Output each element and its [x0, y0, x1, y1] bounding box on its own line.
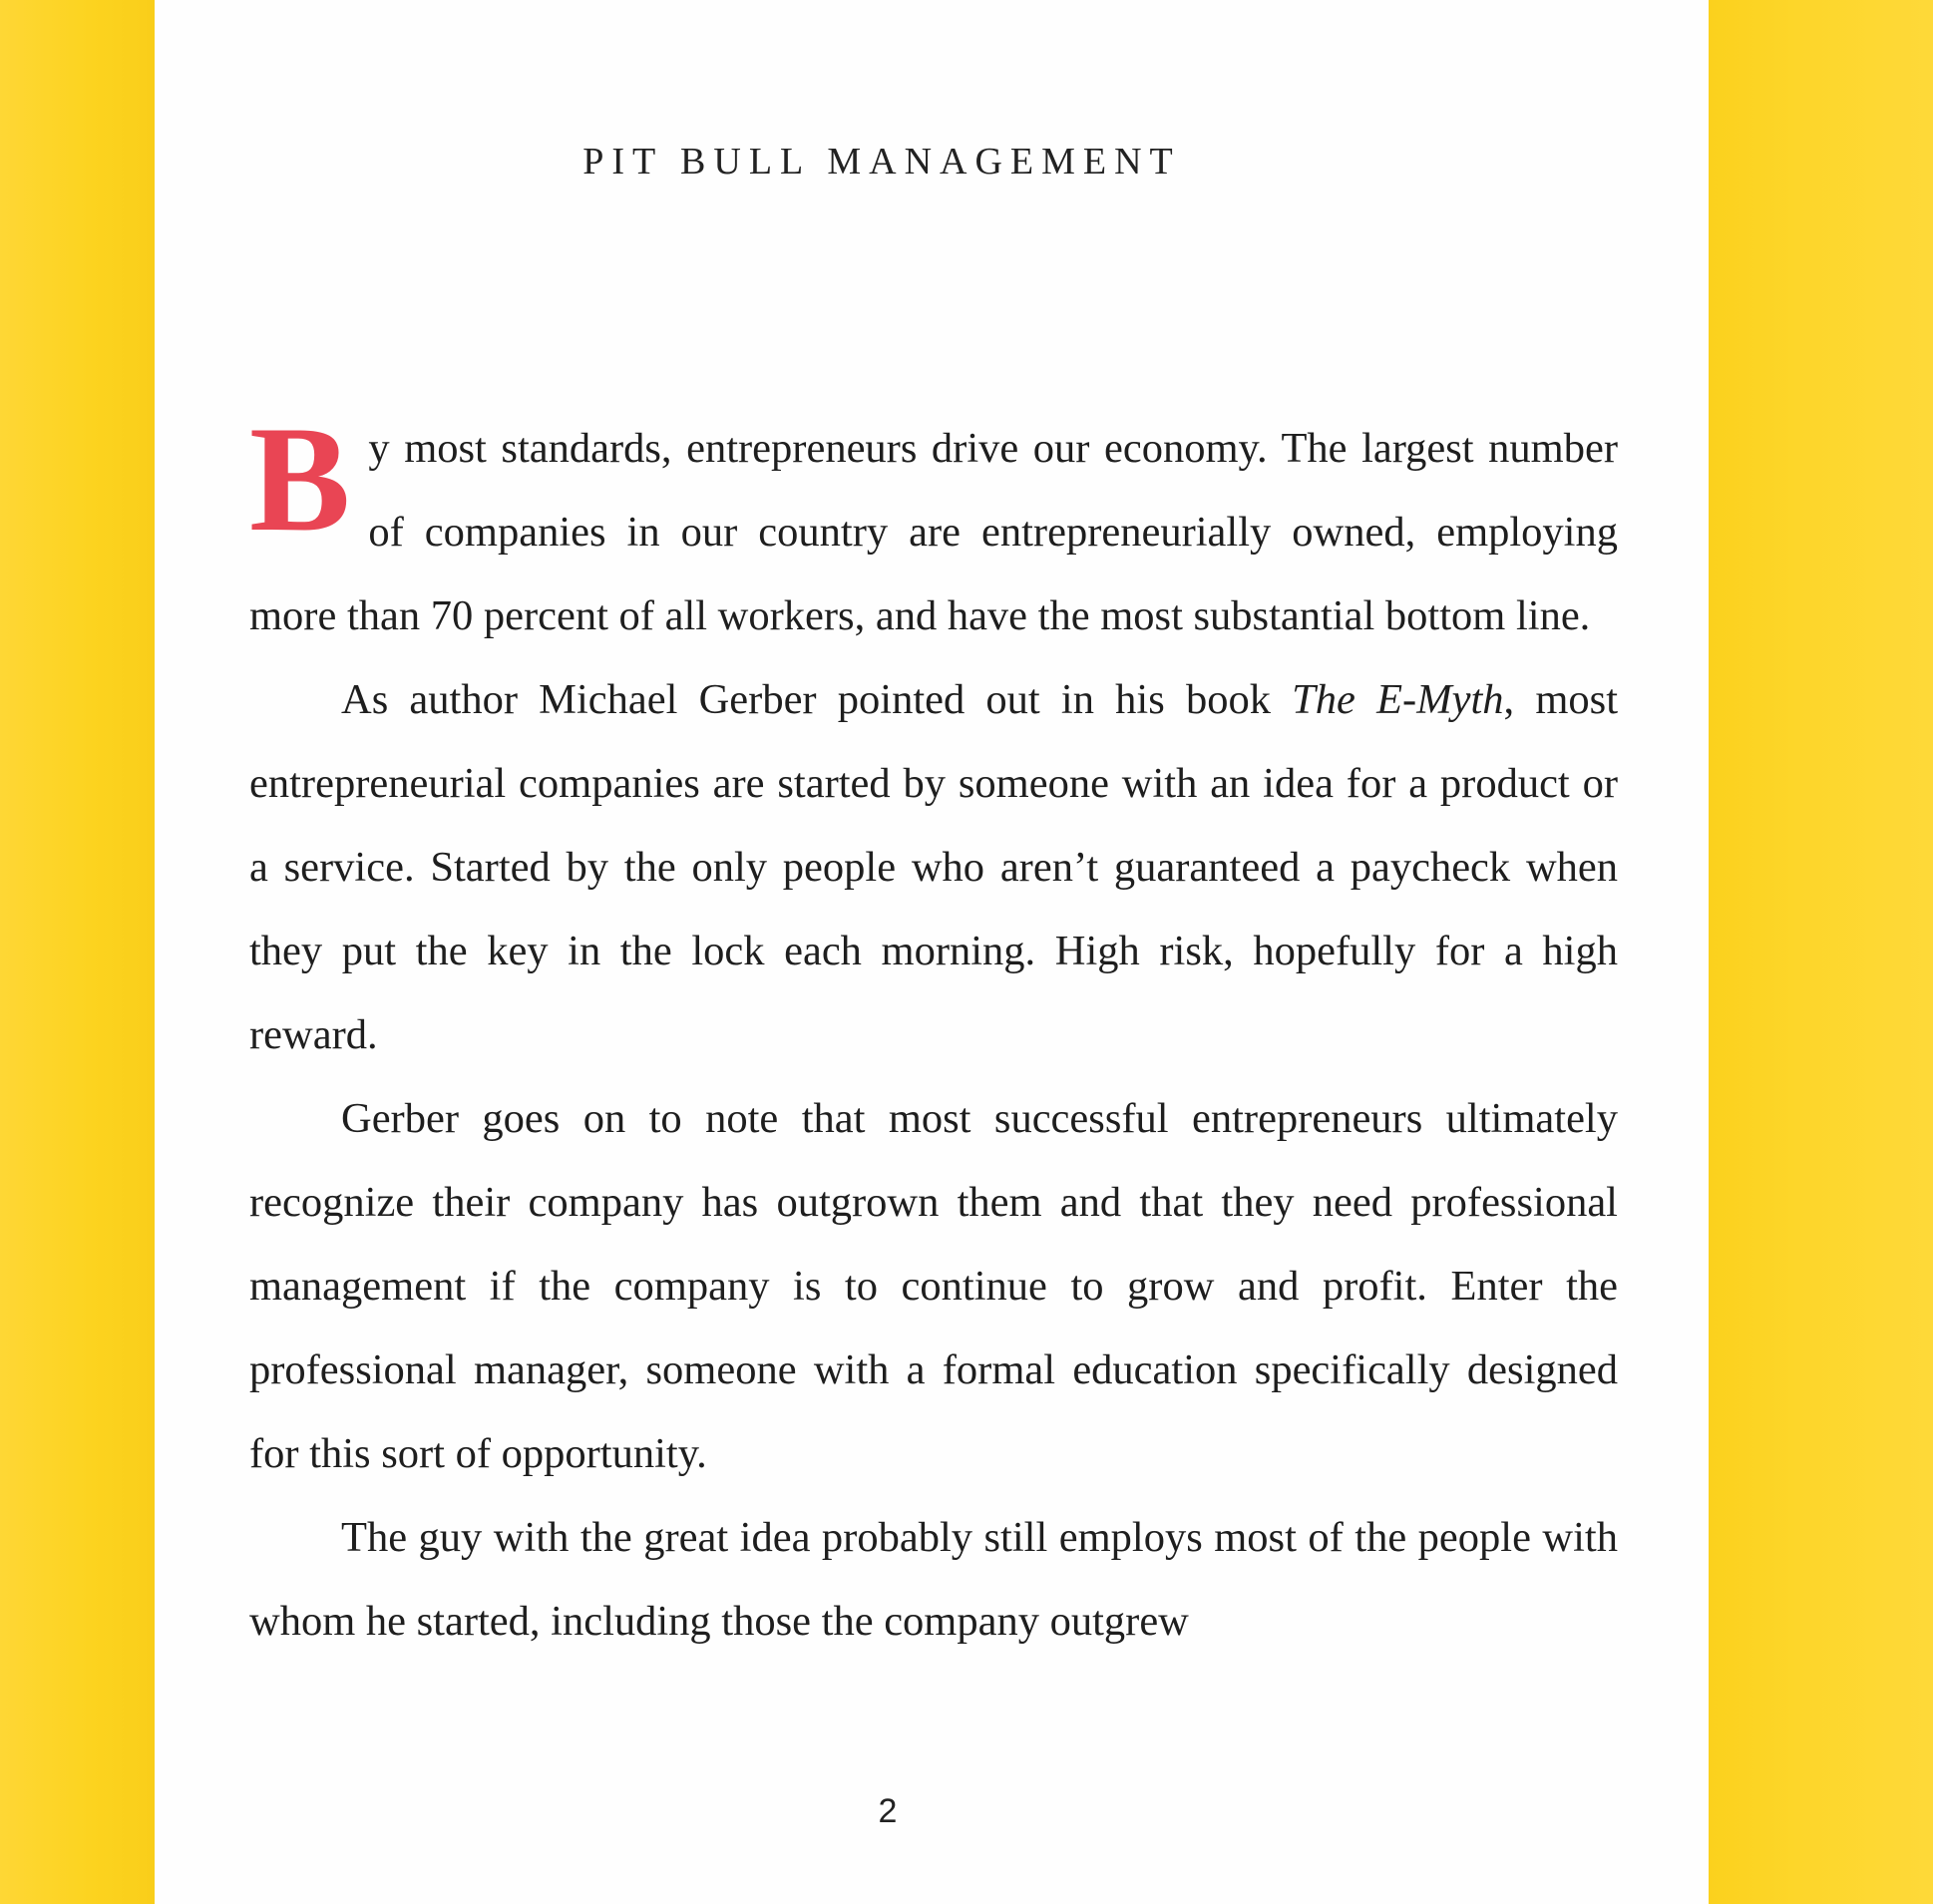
paragraph-1-text: y most standards, entrepreneurs drive our economy. The largest number of companies in our country are entrepreneurially owned, employing more than 70 percent of all workers, and have the most substantial bottom line.	[249, 425, 1618, 639]
paragraph-2-text-b: , most entrepreneurial companies are started by someone with an idea for a product or a service. Started by the only people who aren’t guaranteed a paycheck when they put the key in the lock each morning. High risk, hopefully for a high reward.	[249, 676, 1618, 1058]
drop-cap: B	[249, 395, 351, 563]
paragraph-2	[249, 658, 1618, 1077]
left-yellow-band	[0, 0, 155, 1904]
paragraph-4	[249, 1496, 1618, 1664]
paragraph-4-text: The guy with the great idea probably still employs most of the people with whom he started, including those the company outgrew	[249, 1514, 1618, 1645]
right-yellow-band	[1709, 0, 1933, 1904]
body-text	[249, 395, 1618, 1664]
book-title: The E-Myth	[1292, 676, 1504, 723]
running-head: PIT BULL MANAGEMENT	[582, 141, 1181, 183]
paragraph-2-text-a: As author Michael Gerber pointed out in his book	[341, 676, 1293, 723]
page-number: 2	[878, 1792, 898, 1830]
paragraph-3-text: Gerber goes on to note that most successful entrepreneurs ultimately recognize their company has outgrown them and that they need professional management if the company is to continue to grow and profit. Enter the professional manager, someone with a formal education specifically designed for this sort of opportunity.	[249, 1095, 1618, 1477]
paragraph-3	[249, 1077, 1618, 1496]
paragraph-1	[249, 395, 1618, 658]
book-page	[155, 0, 1709, 1904]
